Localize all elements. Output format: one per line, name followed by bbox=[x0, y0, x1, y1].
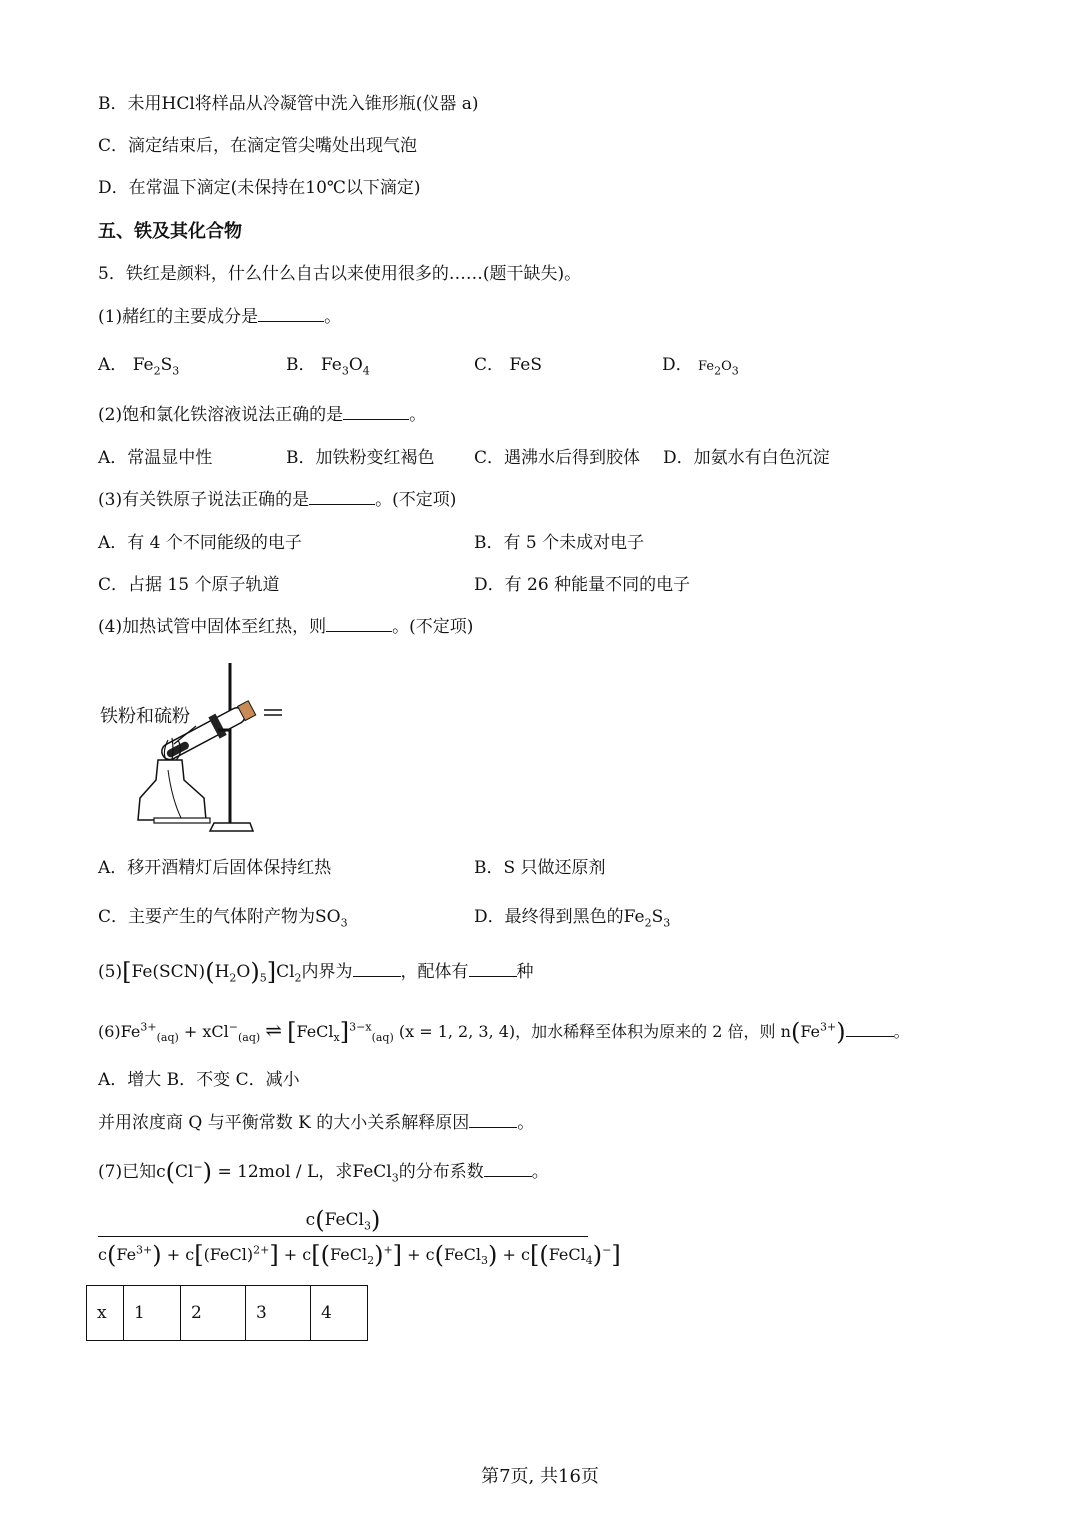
q1-option-c: C． FeS bbox=[474, 355, 542, 375]
table-cell: 1 bbox=[124, 1286, 181, 1341]
prev-option-c: C．滴定结束后，在滴定管尖嘴处出现气泡 bbox=[98, 136, 418, 156]
q5-part: $(5)[Fe(SCN)(H_2O)_5]Cl_2$内界为 ，配体有 种 bbox=[98, 958, 534, 986]
q6-equation: $(6)Fe^{3+}_{(aq)} + xCl^-_{(aq)}$ ⇌ [FeCl$_x$]$^{3-x}_{(aq)}$ (x = 1, 2, 3, 4)，加水稀释至体积为原来的 2 倍，则 $n(Fe^{3+})$ 。 bbox=[98, 1018, 910, 1046]
q3-option-c: C．占据 15 个原子轨道 bbox=[98, 575, 280, 595]
page-footer: 第7页, 共16页 bbox=[481, 1466, 599, 1487]
fraction-bar bbox=[98, 1236, 588, 1237]
answer-blank[interactable] bbox=[846, 1020, 894, 1037]
answer-blank[interactable] bbox=[258, 305, 324, 322]
distribution-fraction bbox=[98, 1206, 621, 1269]
figure-label: 铁粉和硫粉 bbox=[100, 706, 190, 727]
q2-option-c: C．遇沸水后得到胶体 bbox=[474, 448, 641, 468]
prev-option-d: D．在常温下滴定(未保持在10℃以下滴定) bbox=[98, 178, 421, 198]
q4-option-b: B．S 只做还原剂 bbox=[474, 858, 606, 878]
q1-option-d: D． $Fe_2O_3$ bbox=[662, 355, 739, 378]
q7-stem: (7)已知c(Cl−) = 12mol / L，求FeCl$_3$的分布系数 。 bbox=[98, 1158, 549, 1186]
q3-option-a: A．有 4 个不同能级的电子 bbox=[98, 533, 302, 553]
table-cell: 4 bbox=[311, 1286, 368, 1341]
answer-blank[interactable] bbox=[484, 1160, 532, 1177]
q1-option-a: A． $Fe_2S_3$ bbox=[98, 355, 180, 378]
q4-option-a: A．移开酒精灯后固体保持红热 bbox=[98, 858, 332, 878]
heating-apparatus-icon bbox=[96, 660, 296, 835]
q1-option-b: B． $Fe_3O_4$ bbox=[286, 355, 370, 378]
answer-blank[interactable] bbox=[326, 615, 392, 632]
q4-option-c: C．主要产生的气体附产物为$SO_3$ bbox=[98, 907, 348, 930]
q2-option-b: B．加铁粉变红褐色 bbox=[286, 448, 435, 468]
table-cell: 2 bbox=[181, 1286, 246, 1341]
q6-options: A．增大 B．不变 C．减小 bbox=[98, 1070, 300, 1090]
q2-option-d: D．加氨水有白色沉淀 bbox=[663, 448, 830, 468]
table-cell: 3 bbox=[246, 1286, 311, 1341]
q2-option-a: A．常温显中性 bbox=[98, 448, 213, 468]
answer-blank[interactable] bbox=[469, 1111, 517, 1128]
q5-stem: 5．铁红是颜料，什么什么自古以来使用很多的……(题干缺失)。 bbox=[98, 264, 582, 284]
x-table bbox=[86, 1285, 368, 1341]
answer-blank[interactable] bbox=[309, 488, 375, 505]
section-title: 五、铁及其化合物 bbox=[98, 221, 242, 242]
answer-blank[interactable] bbox=[469, 960, 517, 977]
fraction-numerator: c(FeCl$_3$) bbox=[305, 1206, 381, 1234]
answer-blank[interactable] bbox=[353, 960, 401, 977]
answer-blank[interactable] bbox=[343, 403, 409, 420]
fraction-denominator: $c(Fe^{3+})$ + c[(FeCl)$^{2+}$] + c[(FeCl$_2$)+] + c(FeCl$_3$) + c[(FeCl$_4$)−] bbox=[98, 1241, 621, 1269]
q3-stem: (3)有关铁原子说法正确的是 。(不定项) bbox=[98, 490, 457, 510]
q6-explain: 并用浓度商 Q 与平衡常数 K 的大小关系解释原因 。 bbox=[98, 1113, 535, 1133]
q2-stem: (2)饱和氯化铁溶液说法正确的是 。 bbox=[98, 405, 427, 425]
q4-stem: (4)加热试管中固体至红热，则 。(不定项) bbox=[98, 617, 474, 637]
apparatus-figure bbox=[96, 660, 296, 835]
prev-option-b: B．未用HCl将样品从冷凝管中洗入锥形瓶(仪器 a) bbox=[98, 94, 479, 114]
table-header-cell: x bbox=[87, 1286, 124, 1341]
q3-option-d: D．有 26 种能量不同的电子 bbox=[474, 575, 691, 595]
q1-stem: (1)赭红的主要成分是 。 bbox=[98, 307, 342, 327]
q3-option-b: B．有 5 个未成对电子 bbox=[474, 533, 645, 553]
q4-option-d: D．最终得到黑色的$Fe_2S_3$ bbox=[474, 907, 671, 930]
